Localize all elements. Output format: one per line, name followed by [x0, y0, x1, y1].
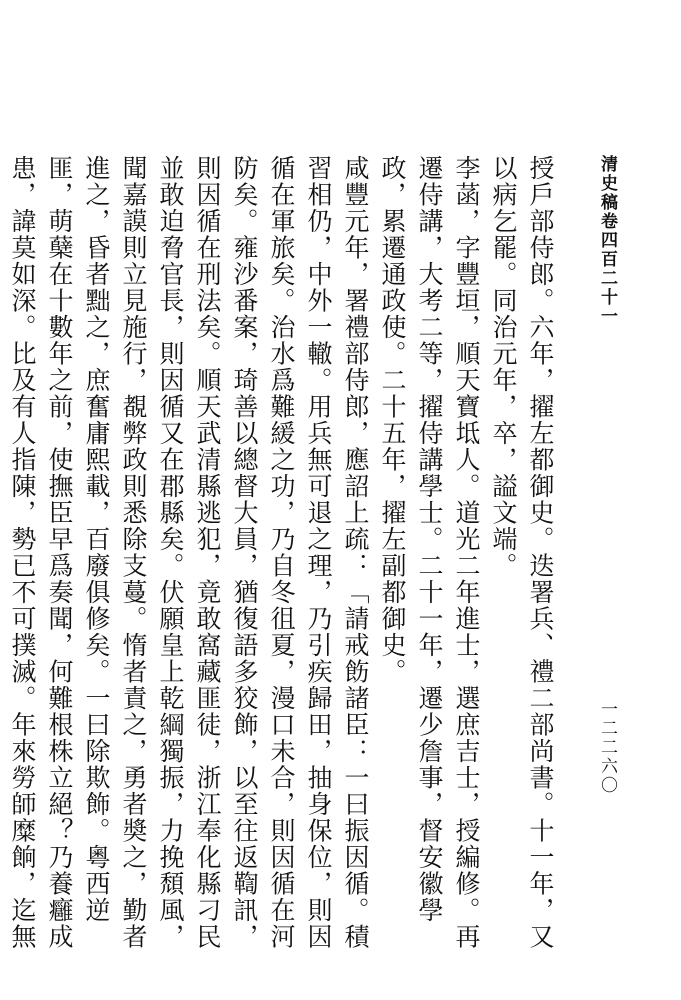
paragraph-1: 授戶部侍郎。六年，擢左都御史。迭署兵、禮二部尚書。十一年，又以病乞罷。同治元年，卒，謚文端。	[489, 155, 555, 950]
running-header: 清史稿卷四百二十一	[597, 155, 617, 326]
main-text	[8, 155, 559, 965]
paragraph-3: 咸豐元年，署禮部侍郎，應詔上疏：「請戒飭諸臣：一曰振因循。積習相仍，中外一轍。用兵無可退之理，乃引疾歸田，抽身保位，則因循在軍旅矣。治水爲難緩之功，乃自冬徂夏，漫口未合，則因循在河防矣。雍沙番案，琦善以總督大員，猶復語多狡飾，以至往返鞫訊，則因循在刑法矣。順天武清縣逃犯，竟敢窩藏匪徒，浙江奉化縣刁民並敢迫脅官長，則因循又在郡縣矣。伏願皇上乾綱獨振，力挽頹風，聞嘉謨則立見施行，覩弊政則悉除支蔓。惰者責之，勇者奬之，勤者進之，昏者黜之，庶奮庸熙載，百廢俱修矣。一曰除欺飾。粵西逆匪，萌蘖在十數年之前，使撫臣早爲奏聞，何難根株立絕？乃養癰成患，諱莫如深。比及有人指陳，勢已不可撲滅。年來勞師糜餉，迄無	[8, 155, 370, 950]
page-number: 一二二六〇	[597, 700, 617, 795]
paragraph-2: 李菡，字豐垣，順天寶坻人。道光二年進士，選庶吉士，授編修。再遷侍講，大考二等，擢侍講學士。二十一年，遷少詹事，督安徽學政，累遷通政使。二十五年，擢左副都御史。	[378, 155, 481, 950]
